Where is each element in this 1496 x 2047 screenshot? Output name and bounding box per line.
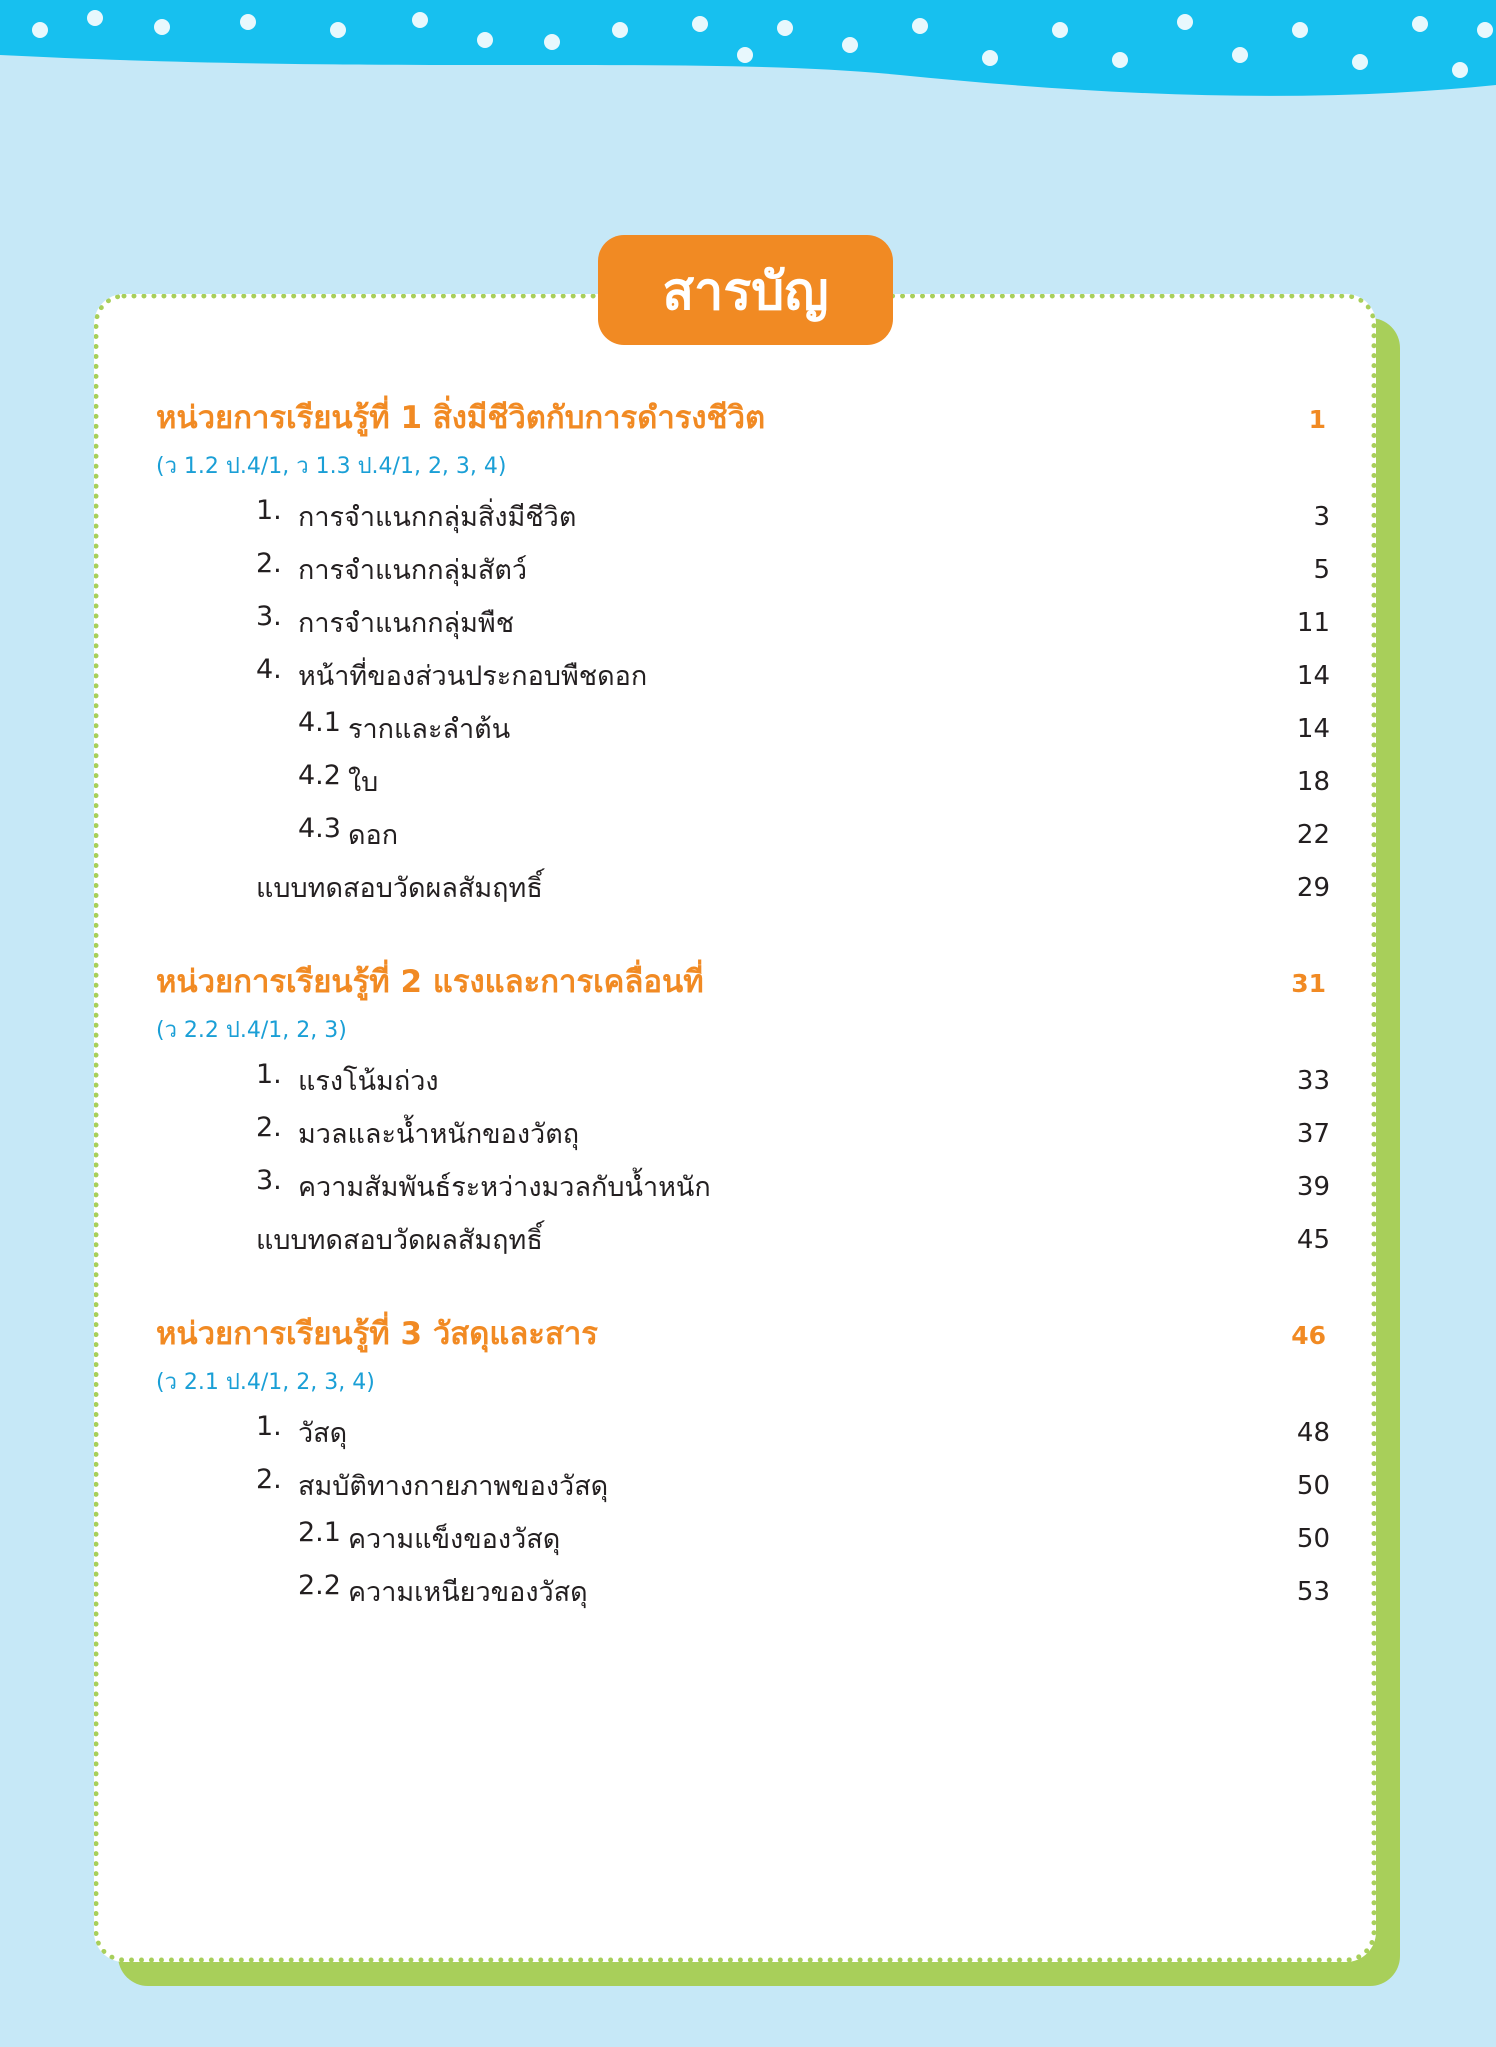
unit-title: หน่วยการเรียนรู้ที่ 1 สิ่งมีชีวิตกับการดำรงชีวิต	[156, 400, 766, 436]
toc-entry[interactable]	[156, 1054, 1330, 1107]
entry-number: 1.	[256, 1411, 282, 1442]
entry-page-number: 37	[1296, 1118, 1330, 1149]
entry-label-group	[156, 866, 543, 909]
entry-title: ดอก	[348, 820, 399, 851]
entry-number: 4.1	[298, 707, 341, 738]
toc-entry[interactable]	[156, 543, 1330, 596]
entry-title: การจำแนกกลุ่มสิ่งมีชีวิต	[298, 502, 577, 533]
entry-number: 3.	[256, 601, 282, 632]
toc-entry[interactable]	[156, 702, 1330, 755]
entry-page-number: 29	[1296, 872, 1330, 903]
toc-entry[interactable]	[156, 755, 1330, 808]
entry-title: การจำแนกกลุ่มสัตว์	[298, 555, 528, 586]
toc-unit-2	[156, 956, 1330, 1266]
toc-entry[interactable]	[156, 490, 1330, 543]
entry-number: 1.	[256, 1059, 282, 1090]
entry-number: 2.1	[298, 1517, 341, 1548]
entry-title: ใบ	[348, 767, 379, 798]
entry-label-group	[156, 813, 398, 856]
entry-title: รากและลำต้น	[348, 714, 511, 745]
entry-label-group	[156, 1411, 347, 1454]
toc-entry[interactable]	[156, 1213, 1330, 1266]
entry-number: 2.	[256, 1464, 282, 1495]
toc-unit-3	[156, 1308, 1330, 1618]
entry-title: สมบัติทางกายภาพของวัสดุ	[298, 1471, 609, 1502]
entry-page-number: 50	[1296, 1523, 1330, 1554]
entry-label-group	[156, 1059, 439, 1102]
entry-title: แบบทดสอบวัดผลสัมฤทธิ์	[256, 873, 543, 904]
entry-number: 1.	[256, 495, 282, 526]
entry-label-group	[156, 760, 378, 803]
unit-page-number: 31	[1291, 969, 1326, 998]
entry-page-number: 33	[1296, 1065, 1330, 1096]
entry-page-number: 45	[1296, 1224, 1330, 1255]
toc-entry[interactable]	[156, 1512, 1330, 1565]
entry-title: มวลและน้ำหนักของวัตถุ	[298, 1119, 580, 1150]
entry-number: 4.3	[298, 813, 341, 844]
entry-page-number: 39	[1296, 1171, 1330, 1202]
entry-label-group	[156, 495, 576, 538]
toc-entry[interactable]	[156, 861, 1330, 914]
unit-standards: (ว 1.2 ป.4/1, ว 1.3 ป.4/1, 2, 3, 4)	[156, 454, 507, 479]
entry-label-group	[156, 654, 647, 697]
entry-title: วัสดุ	[298, 1418, 348, 1449]
unit-heading[interactable]	[156, 1308, 1330, 1360]
decorative-wave-band	[0, 0, 1496, 110]
entry-page-number: 22	[1296, 819, 1330, 850]
entry-number: 2.2	[298, 1570, 341, 1601]
entry-number: 2.	[256, 1112, 282, 1143]
unit-heading[interactable]	[156, 392, 1330, 444]
entry-page-number: 14	[1296, 713, 1330, 744]
toc-entry[interactable]	[156, 649, 1330, 702]
unit-title: หน่วยการเรียนรู้ที่ 3 วัสดุและสาร	[156, 1316, 598, 1352]
unit-page-number: 46	[1291, 1321, 1326, 1350]
toc-entry[interactable]	[156, 596, 1330, 649]
entry-label-group	[156, 601, 514, 644]
unit-page-number: 1	[1308, 405, 1326, 434]
entry-label-group	[156, 707, 510, 750]
entry-title: ความแข็งของวัสดุ	[348, 1524, 561, 1555]
unit-title: หน่วยการเรียนรู้ที่ 2 แรงและการเคลื่อนที่	[156, 964, 704, 1000]
unit-heading[interactable]	[156, 956, 1330, 1008]
entry-page-number: 5	[1313, 554, 1330, 585]
entry-title: แรงโน้มถ่วง	[298, 1066, 439, 1097]
entry-title: หน้าที่ของส่วนประกอบพืชดอก	[298, 661, 648, 692]
unit-standards: (ว 2.2 ป.4/1, 2, 3)	[156, 1018, 347, 1043]
entry-label-group	[156, 1464, 608, 1507]
entry-number: 4.	[256, 654, 282, 685]
toc-unit-1	[156, 392, 1330, 914]
entry-page-number: 18	[1296, 766, 1330, 797]
entry-page-number: 48	[1296, 1417, 1330, 1448]
page-title: สารบัญ	[598, 235, 893, 345]
toc-entry[interactable]	[156, 1160, 1330, 1213]
toc-entry[interactable]	[156, 1459, 1330, 1512]
entry-page-number: 11	[1296, 607, 1330, 638]
entry-title: ความสัมพันธ์ระหว่างมวลกับน้ำหนัก	[298, 1172, 711, 1203]
unit-standards: (ว 2.1 ป.4/1, 2, 3, 4)	[156, 1370, 375, 1395]
entry-page-number: 53	[1296, 1576, 1330, 1607]
entry-number: 3.	[256, 1165, 282, 1196]
table-of-contents	[156, 392, 1330, 1660]
entry-label-group	[156, 1218, 543, 1261]
entry-page-number: 3	[1313, 501, 1330, 532]
entry-title: การจำแนกกลุ่มพืช	[298, 608, 515, 639]
entry-label-group	[156, 1165, 711, 1208]
entry-label-group	[156, 1570, 588, 1613]
entry-title: ความเหนียวของวัสดุ	[348, 1577, 588, 1608]
entry-number: 2.	[256, 548, 282, 579]
entry-title: แบบทดสอบวัดผลสัมฤทธิ์	[256, 1225, 543, 1256]
toc-entry[interactable]	[156, 1406, 1330, 1459]
toc-entry[interactable]	[156, 1565, 1330, 1618]
toc-entry[interactable]	[156, 1107, 1330, 1160]
entry-page-number: 50	[1296, 1470, 1330, 1501]
entry-page-number: 14	[1296, 660, 1330, 691]
entry-number: 4.2	[298, 760, 341, 791]
entry-label-group	[156, 1112, 579, 1155]
entry-label-group	[156, 1517, 560, 1560]
entry-label-group	[156, 548, 527, 591]
toc-entry[interactable]	[156, 808, 1330, 861]
